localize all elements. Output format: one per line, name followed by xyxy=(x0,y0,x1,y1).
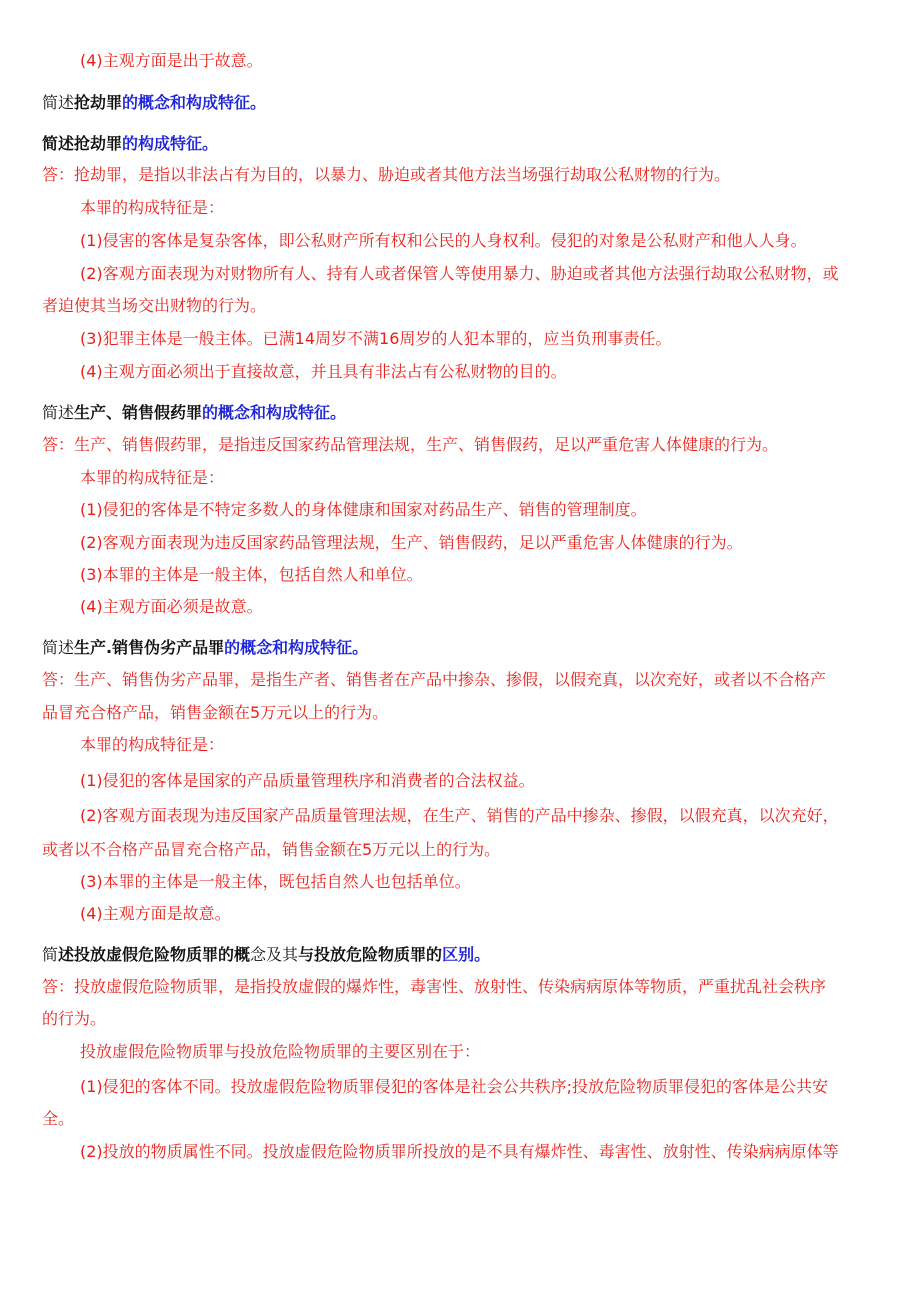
answer-line: (1)侵犯的客体是国家的产品质量管理秩序和消费者的合法权益。 xyxy=(80,771,535,790)
answer-line: 本罪的构成特征是： xyxy=(80,735,225,754)
question-heading xyxy=(42,133,218,155)
heading-text-run: 的概念和构成特征。 xyxy=(122,93,267,112)
heading-text-run: 与投放危险物质罪的 xyxy=(298,945,443,964)
answer-line: 本罪的构成特征是： xyxy=(80,468,225,487)
answer-line: (2)客观方面表现为违反国家产品质量管理法规，在生产、销售的产品中掺杂、掺假，以假充真，以次充好， xyxy=(80,806,839,825)
answer-text: 答：生产、销售假药罪，是指违反国家药品管理法规，生产、销售假药，足以严重危害人体健康的行为。 xyxy=(42,435,779,454)
answer-line: (4)主观方面必须出于直接故意，并且具有非法占有公私财物的目的。 xyxy=(80,362,567,381)
answer-line: 投放虚假危险物质罪与投放危险物质罪的主要区别在于： xyxy=(80,1042,481,1061)
answer-line: (3)犯罪主体是一般主体。已满14周岁不满16周岁的人犯本罪的，应当负刑事责任。 xyxy=(80,329,672,348)
heading-text-run: 简 xyxy=(42,945,59,964)
heading-text-run: 的构成特征。 xyxy=(122,134,219,153)
answer-line: (3)本罪的主体是一般主体，包括自然人和单位。 xyxy=(80,565,423,584)
answer-line: (1)侵犯的客体是不特定多数人的身体健康和国家对药品生产、销售的管理制度。 xyxy=(80,500,647,519)
answer-line: (4)主观方面必须是故意。 xyxy=(80,597,263,616)
question-heading xyxy=(42,92,266,114)
answer-line: (4)主观方面是出于故意。 xyxy=(80,51,263,70)
heading-text-run: 的概念和构成特征。 xyxy=(224,638,369,657)
heading-text-run: 生产.销售伪劣产品罪 xyxy=(74,638,225,657)
heading-text-run: 生产、销售假药罪 xyxy=(74,403,203,422)
heading-text-run: 简述 xyxy=(42,638,75,657)
answer-line: (4)主观方面是故意。 xyxy=(80,904,231,923)
heading-text-run: 抢劫罪 xyxy=(74,93,123,112)
heading-text-run: 简述 xyxy=(42,403,75,422)
heading-text-run: 述投放虚假危险物质罪的概 xyxy=(58,945,251,964)
heading-text-run: 的概念和构成特征。 xyxy=(202,403,347,422)
answer-line: 品冒充合格产品，销售金额在5万元以上的行为。 xyxy=(42,703,389,722)
answer-text: 答：投放虚假危险物质罪，是指投放虚假的爆炸性，毒害性、放射性、传染病病原体等物质，严重扰乱社会秩序 xyxy=(42,977,827,996)
answer-line: (2)客观方面表现为对财物所有人、持有人或者保管人等使用暴力、胁迫或者其他方法强行劫取公私财物，或 xyxy=(80,264,839,283)
answer-line: (2)客观方面表现为违反国家药品管理法规，生产、销售假药，足以严重危害人体健康的行为。 xyxy=(80,533,743,552)
answer-line: (1)侵犯的客体不同。投放虚假危险物质罪侵犯的客体是社会公共秩序;投放危险物质罪侵犯的客体是公共安 xyxy=(80,1077,829,1096)
heading-text-run: 简述抢劫罪 xyxy=(42,134,123,153)
answer-line: (1)侵害的客体是复杂客体，即公私财产所有权和公民的人身权利。侵犯的对象是公私财产和他人人身。 xyxy=(80,231,807,250)
question-heading xyxy=(42,402,346,424)
answer-line: 本罪的构成特征是： xyxy=(80,198,225,217)
answer-line: 的行为。 xyxy=(42,1009,107,1028)
answer-line: (3)本罪的主体是一般主体，既包括自然人也包括单位。 xyxy=(80,872,471,891)
heading-text-run: 念及其 xyxy=(250,945,299,964)
question-heading xyxy=(42,944,490,966)
heading-text-run: 简述 xyxy=(42,93,75,112)
heading-text-run: 区别。 xyxy=(442,945,491,964)
answer-line: (2)投放的物质属性不同。投放虚假危险物质罪所投放的是不具有爆炸性、毒害性、放射性、传染病病原体等 xyxy=(80,1142,839,1161)
answer-text: 答：抢劫罪，是指以非法占有为目的，以暴力、胁迫或者其他方法当场强行劫取公私财物的行为。 xyxy=(42,165,731,184)
question-heading xyxy=(42,637,368,659)
answer-line: 者迫使其当场交出财物的行为。 xyxy=(42,296,267,315)
answer-text: 答：生产、销售伪劣产品罪，是指生产者、销售者在产品中掺杂、掺假，以假充真，以次充好，或者以不合格产 xyxy=(42,670,827,689)
answer-line: 全。 xyxy=(42,1109,75,1128)
answer-line: 或者以不合格产品冒充合格产品，销售金额在5万元以上的行为。 xyxy=(42,840,501,859)
